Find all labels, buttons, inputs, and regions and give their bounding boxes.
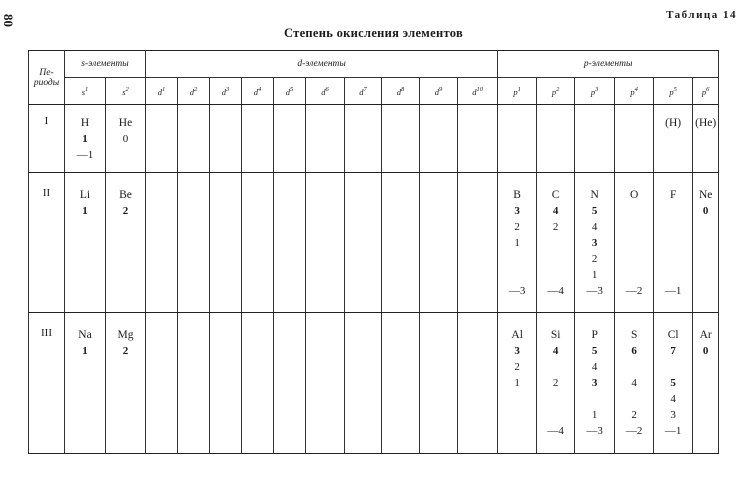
oxidation-state: 6 [631,345,637,357]
oxidation-states-table [28,50,719,454]
s-element-cell [106,105,146,173]
oxidation-state: 2 [122,205,129,217]
oxidation-state: 7 [670,345,676,357]
table-title: Степень окисления элементов [283,26,464,40]
d-element-cell [242,173,274,313]
d-element-cell [458,313,498,454]
d-element-cell [306,313,345,454]
element-symbol: (He) [695,117,717,129]
page-number: 80 [1,14,16,27]
period-row-3 [29,313,719,454]
element-symbol: Be [119,189,132,201]
oxidation-state: 4 [591,361,598,373]
d-element-cell [210,173,242,313]
subheader-letter: d [221,86,226,97]
element-symbol: H [80,117,90,129]
d-subheader-7 [345,78,382,105]
oxidation-state: 2 [514,221,520,233]
p-element-cell [575,313,615,454]
s-subheader-2 [106,78,146,105]
oxidation-state: 3 [591,237,598,249]
d-element-cell [178,173,210,313]
oxidation-state: 2 [552,377,559,389]
oxidation-state: 1 [82,205,88,217]
d-element-cell [458,105,498,173]
oxidation-state: 3 [514,345,520,357]
d-element-cell [420,105,458,173]
d-subheader-8 [382,78,420,105]
d-element-cell [382,313,420,454]
d-element-cell [420,313,458,454]
d-element-cell [382,105,420,173]
subheader-index: 4 [258,85,262,93]
oxidation-state: 1 [591,409,598,421]
d-subheader-4 [242,78,274,105]
oxidation-state: 1 [514,237,520,249]
element-symbol: N [590,189,599,201]
oxidation-state: 1 [514,377,520,389]
element-symbol: B [513,189,521,201]
oxidation-state: —3 [508,285,526,297]
oxidation-state: —4 [547,425,564,437]
table-label: Таблица 14 [666,9,737,21]
oxidation-state: 4 [552,205,559,217]
element-symbol: Cl [667,329,679,341]
subheader-letter: d [359,86,364,97]
oxidation-state: —3 [586,285,603,297]
subheader-letter: d [396,86,401,97]
s-element-cell [106,313,146,454]
oxidation-state: 2 [591,253,598,265]
subheader-index: 4 [634,85,638,93]
d-subheader-9 [420,78,458,105]
p-subheader-5 [654,78,693,105]
oxidation-state: 3 [514,205,520,217]
d-element-cell [242,313,274,454]
d-element-cell [306,105,345,173]
s-group-header: s-элементы [65,51,146,78]
s-element-cell [65,313,106,454]
subheader-index: 9 [439,85,443,93]
subheader-index: 5 [673,85,677,93]
oxidation-state: —1 [664,425,682,437]
period-number: II [29,173,65,313]
d-element-cell [242,105,274,173]
d-element-cell [146,313,178,454]
table-body [29,105,719,454]
p-element-cell [498,313,537,454]
period-row-2 [29,173,719,313]
oxidation-state: 0 [122,133,129,145]
subheader-index: 6 [706,85,710,93]
d-subheader-6 [306,78,345,105]
subgroup-header-row [29,78,719,105]
subheader-index: 10 [476,85,483,93]
oxidation-state: 5 [591,205,598,217]
s-subheader-1 [65,78,106,105]
period-row-1 [29,105,719,173]
subheader-letter: p [630,86,635,97]
element-symbol: Mg [117,329,134,341]
oxidation-state: 4 [552,345,559,357]
element-symbol: C [551,189,560,201]
d-element-cell [210,313,242,454]
subheader-letter: d [189,86,194,97]
oxidation-state: —1 [664,285,682,297]
subheader-letter: d [285,86,290,97]
element-symbol: O [629,189,639,201]
period-number: I [29,105,65,173]
element-symbol: Al [511,329,523,341]
d-subheader-10 [458,78,498,105]
element-symbol: Ar [699,329,712,341]
s-element-cell [106,173,146,313]
p-element-cell [615,173,654,313]
p-element-cell [654,173,693,313]
subheader-index: 2 [125,85,129,93]
d-element-cell [420,173,458,313]
d-element-cell [274,105,306,173]
element-symbol: P [591,329,598,341]
element-symbol: He [118,117,133,129]
oxidation-state: 5 [591,345,598,357]
subheader-index: 1 [517,85,521,93]
subheader-letter: p [701,86,707,97]
oxidation-state: 2 [122,345,129,357]
subheader-index: 3 [595,85,599,93]
p-element-cell [654,313,693,454]
d-element-cell [382,173,420,313]
subheader-letter: p [669,86,674,97]
p-element-cell [575,105,615,173]
element-symbol: Na [78,329,92,341]
subheader-letter: d [472,86,477,97]
subheader-letter: d [434,86,439,97]
p-element-cell [537,313,575,454]
oxidation-state: 1 [591,269,598,281]
subheader-letter: d [321,86,326,97]
p-group-header: p-элементы [498,51,719,78]
oxidation-state: 0 [702,205,709,217]
d-subheader-1 [146,78,178,105]
d-element-cell [345,105,382,173]
subheader-index: 6 [325,85,329,93]
element-symbol: Li [79,189,91,201]
p-subheader-3 [575,78,615,105]
oxidation-state: 1 [82,133,88,145]
subheader-index: 5 [290,85,294,93]
p-element-cell [615,313,654,454]
d-element-cell [345,313,382,454]
p-element-cell [575,173,615,313]
p-element-cell [498,173,537,313]
oxidation-state: 2 [552,221,559,233]
subheader-letter: d [157,86,162,97]
p-element-cell [537,173,575,313]
d-element-cell [274,313,306,454]
subheader-letter: p [513,86,518,97]
element-symbol: (H) [665,117,682,129]
p-element-cell [498,105,537,173]
oxidation-state: 0 [702,345,709,357]
d-subheader-3 [210,78,242,105]
oxidation-state: 4 [631,377,637,389]
d-element-cell [146,105,178,173]
d-element-cell [146,173,178,313]
oxidation-state: 2 [631,409,637,421]
oxidation-state: —4 [547,285,564,297]
oxidation-state: —2 [625,425,643,437]
oxidation-state: 4 [591,221,598,233]
d-element-cell [274,173,306,313]
oxidation-state: —2 [625,285,643,297]
p-subheader-2 [537,78,575,105]
element-symbol: Ne [698,189,713,201]
d-subheader-5 [274,78,306,105]
subheader-index: 2 [194,85,198,93]
p-element-cell [615,105,654,173]
oxidation-state: 3 [591,377,598,389]
oxidation-state: —1 [76,149,94,161]
oxidation-state: —3 [586,425,603,437]
p-element-cell [693,173,719,313]
period-header-text: Пе- риоды [33,67,60,88]
subheader-letter: p [551,86,557,97]
d-element-cell [306,173,345,313]
p-element-cell [693,313,719,454]
d-element-cell [178,313,210,454]
subheader-letter: s [81,86,86,97]
subheader-index: 7 [363,85,367,93]
subheader-letter: d [253,86,258,97]
d-element-cell [178,105,210,173]
element-symbol: F [669,189,677,201]
element-symbol: Si [550,329,561,341]
subheader-index: 3 [226,85,230,93]
group-header-row [29,51,719,78]
s-element-cell [65,105,106,173]
d-element-cell [458,173,498,313]
subheader-letter: p [590,86,596,97]
p-element-cell [693,105,719,173]
p-subheader-4 [615,78,654,105]
s-element-cell [65,173,106,313]
element-symbol: S [630,329,638,341]
d-element-cell [345,173,382,313]
subheader-index: 8 [401,85,405,93]
period-header [29,51,65,105]
subheader-index: 1 [162,85,166,93]
d-group-header: d-элементы [146,51,498,78]
subheader-letter: s [122,86,126,97]
d-element-cell [210,105,242,173]
subheader-index: 2 [556,85,560,93]
p-subheader-6 [693,78,719,105]
oxidation-state: 3 [670,409,676,421]
oxidation-state: 4 [670,393,676,405]
period-number: III [29,313,65,454]
oxidation-state: 1 [82,345,88,357]
oxidation-state: 2 [514,361,520,373]
p-element-cell [537,105,575,173]
subheader-index: 1 [85,85,89,93]
d-subheader-2 [178,78,210,105]
oxidation-state: 5 [670,377,676,389]
p-subheader-1 [498,78,537,105]
p-element-cell [654,105,693,173]
